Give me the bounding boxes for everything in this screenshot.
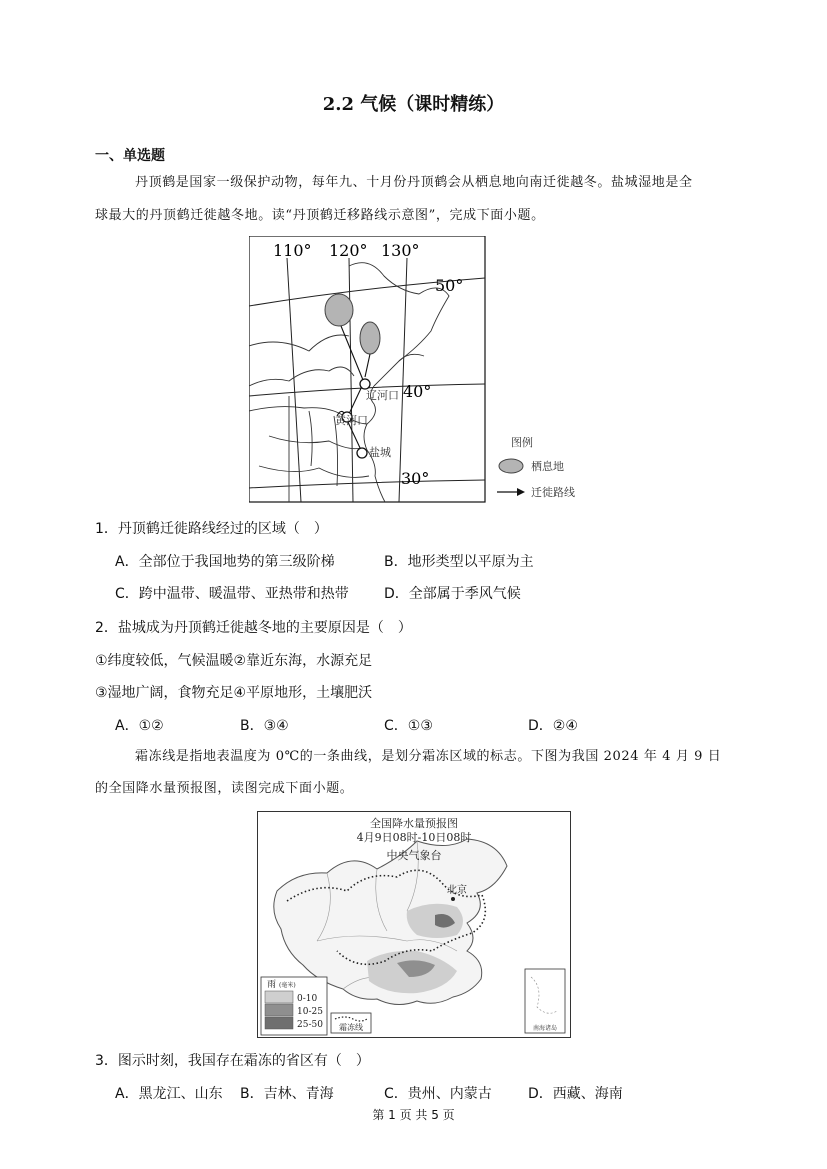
legend-swatch-25-50 — [265, 1017, 293, 1029]
lat-label-30: 30° — [401, 469, 430, 488]
crane-migration-map — [249, 236, 589, 504]
legend-swatch-0-10 — [265, 991, 293, 1003]
beijing-label: 北京 — [447, 885, 467, 896]
legend-rain-unit: (毫米) — [279, 982, 296, 989]
legend-swatch-10-25 — [265, 1004, 293, 1016]
legend-route-arrow-icon — [497, 488, 525, 496]
legend-route: 迁徙路线 — [531, 486, 575, 499]
q1-stem: 1．丹顶鹤迁徙路线经过的区域（ ） — [95, 521, 328, 537]
page-title: 2.2 气候（课时精练） — [322, 94, 505, 115]
precipitation-forecast-map — [257, 811, 571, 1038]
page-footer: 第 1 页 共 5 页 — [372, 1108, 455, 1122]
habitat-2 — [360, 322, 380, 354]
q1-option-a: A．全部位于我国地势的第三级阶梯 — [115, 554, 335, 570]
q2-option-b: B．③④ — [240, 718, 289, 734]
place-huanghekou: 黄河口 — [335, 414, 368, 427]
q2-option-d: D．②④ — [528, 718, 578, 734]
q3-option-b: B．吉林、青海 — [240, 1086, 334, 1102]
section-heading: 一、单选题 — [95, 148, 165, 164]
q3-option-c: C．贵州、内蒙古 — [384, 1086, 492, 1102]
legend-range-25-50: 25-50 — [297, 1020, 323, 1030]
passage2-line2: 的全国降水量预报图，读图完成下面小题。 — [95, 781, 354, 796]
passage1-line1: 丹顶鹤是国家一级保护动物，每年九、十月份丹顶鹤会从栖息地向南迁徙越冬。盐城湿地是全 — [135, 175, 693, 190]
q2-option-c: C．①③ — [384, 718, 433, 734]
lat-label-50: 50° — [435, 276, 464, 295]
q1-option-b: B．地形类型以平原为主 — [384, 554, 534, 570]
inset-label: 南海诸岛 — [532, 1025, 558, 1032]
q3-option-d: D．西藏、海南 — [528, 1086, 623, 1102]
legend-range-10-25: 10-25 — [297, 1007, 323, 1017]
south-china-sea-inset — [525, 969, 565, 1033]
place-yancheng: 盐城 — [369, 446, 391, 459]
q2-stem: 2．盐城成为丹顶鹤迁徙越冬地的主要原因是（ ） — [95, 620, 412, 636]
beijing-marker — [451, 897, 455, 901]
legend-rain-title: 雨 — [267, 980, 277, 990]
legend-habitat-swatch — [499, 459, 523, 473]
place-marker-liaohekou — [360, 379, 370, 389]
lon-label-130: 130° — [381, 241, 420, 260]
legend-range-0-10: 0-10 — [297, 994, 318, 1004]
q2-statements-2: ③湿地广阔，食物充足④平原地形，土壤肥沃 — [95, 685, 373, 701]
lon-label-120: 120° — [329, 241, 368, 260]
frost-legend-label: 霜冻线 — [339, 1023, 363, 1032]
lat-label-40: 40° — [403, 382, 432, 401]
legend-habitat: 栖息地 — [531, 460, 564, 473]
q2-option-a: A．①② — [115, 718, 164, 734]
place-marker-yancheng — [357, 448, 367, 458]
map2-title1: 全国降水量预报图 — [370, 817, 458, 830]
passage2-line1: 霜冻线是指地表温度为 0℃的一条曲线，是划分霜冻区域的标志。下图为我国 2024 年 4 月 9 日 — [135, 749, 722, 764]
map2-title2: 4月9日08时-10日08时 — [356, 831, 472, 844]
rain-area-light-north — [407, 904, 463, 938]
lon-label-110: 110° — [273, 241, 312, 260]
q3-stem: 3．图示时刻，我国存在霜冻的省区有（ ） — [95, 1053, 370, 1069]
legend-title: 图例 — [511, 436, 533, 449]
q1-option-d: D．全部属于季风气候 — [384, 586, 521, 602]
map2-title3: 中央气象台 — [386, 849, 442, 862]
habitat-1 — [325, 294, 353, 326]
passage1-line2: 球最大的丹顶鹤迁徙越冬地。读“丹顶鹤迁移路线示意图”，完成下面小题。 — [95, 208, 545, 223]
q2-statements-1: ①纬度较低，气候温暖②靠近东海，水源充足 — [95, 653, 373, 669]
q1-option-c: C．跨中温带、暖温带、亚热带和热带 — [115, 586, 349, 602]
place-liaohekou: 辽河口 — [366, 389, 399, 402]
q3-option-a: A．黑龙江、山东 — [115, 1086, 223, 1102]
